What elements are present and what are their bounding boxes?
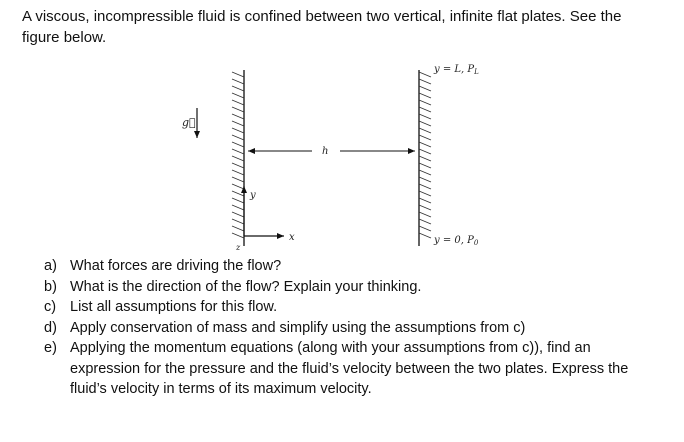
question-item: [44, 256, 664, 277]
question-item: [44, 318, 664, 339]
bottom-boundary-text: y = 0, P: [434, 235, 474, 246]
bottom-boundary-sub: 0: [473, 239, 479, 247]
question-item: [44, 297, 664, 318]
question-item: [44, 338, 664, 400]
question-text: Apply conservation of mass and simplify using the assumptions from c): [70, 319, 526, 336]
top-boundary-label: [433, 64, 479, 76]
gap-label: h: [322, 146, 329, 157]
axis-y-label: y: [250, 190, 256, 201]
axis-z-label: z: [236, 243, 241, 252]
axis-x-label: x: [289, 232, 295, 243]
question-text: What is the direction of the flow? Explain your thinking.: [70, 278, 422, 295]
question-text: Applying the momentum equations (along with your assumptions from c)), find an expression for the pressure and the fluid’s velocity between the two plates. Express the fluid’s velocity in terms of its maximum velocity.: [70, 340, 629, 397]
question-text: What forces are driving the flow?: [70, 258, 282, 274]
question-list: [44, 256, 664, 400]
question-letter: e): [44, 340, 57, 356]
question-text: List all assumptions for this flow.: [70, 299, 278, 315]
right-plate-hatching: [419, 72, 431, 238]
top-boundary-text: y = L, P: [434, 64, 475, 75]
gravity-label: g⃗: [182, 116, 196, 129]
question-letter: d): [44, 319, 57, 336]
bottom-boundary-label: [433, 235, 479, 247]
problem-intro: A viscous, incompressible fluid is confined between two vertical, infinite flat plates. See the figure below.: [22, 8, 622, 46]
question-letter: b): [44, 278, 57, 295]
question-letter: c): [44, 299, 57, 315]
question-item: [44, 277, 664, 298]
top-boundary-sub: L: [474, 68, 479, 76]
question-letter: a): [44, 258, 57, 274]
left-plate-hatching: [232, 72, 244, 238]
